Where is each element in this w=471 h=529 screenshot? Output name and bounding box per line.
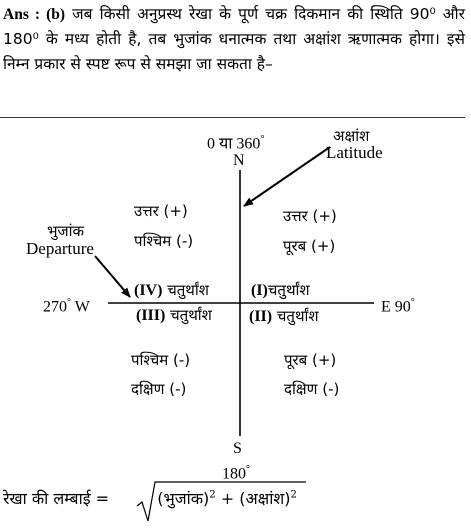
q4-label: (IV) चतुर्थांश (134, 281, 209, 299)
formula-exp-1: 2 (209, 489, 216, 501)
q2-lat-sign: दक्षिण (-) (284, 380, 340, 398)
formula-exp-2: 2 (290, 489, 297, 501)
formula-term-departure: (भुजांक) (157, 489, 210, 508)
length-formula (3, 487, 297, 509)
departure-arrow (95, 256, 130, 297)
answer-text: जब किसी अनुप्रस्थ रेखा के पूर्ण चक्र दिकमान की स्थिति 90⁰ और 180⁰ के मध्य होती है, तब भुजांक धनात्मक तथा अक्षांश ऋणात्मक होगा। इसे निम्न प्रकार से स्पष्ट रूप से समझा जा सकता है– (3, 5, 465, 73)
north-letter: N (233, 152, 245, 169)
q2-dep-sign: पूरब (+) (284, 351, 337, 369)
formula-lhs: रेखा की लम्बाई = (3, 489, 110, 508)
q3-dep-sign: पश्चिम (-) (131, 351, 191, 369)
q1-lat-sign: उत्तर (+) (283, 207, 337, 225)
latitude-arrow (244, 147, 330, 206)
south-degree-label: 180° (222, 464, 250, 483)
q1-dep-sign: पूरब (+) (283, 237, 336, 255)
north-degree-label: 0 या 360° (207, 134, 265, 153)
q4-dep-sign: पश्चिम (-) (134, 232, 194, 250)
q2-label: (II) चतुर्थांश (249, 307, 319, 325)
q3-label: (III) चतुर्थांश (136, 306, 212, 324)
south-letter: S (233, 440, 242, 457)
formula-term-latitude: (अक्षांश) (239, 489, 291, 508)
q3-lat-sign: दक्षिण (-) (131, 380, 187, 398)
latitude-english-label: Latitude (326, 143, 383, 162)
latitude-hindi-label: अक्षांश (333, 127, 370, 145)
formula-plus: + (220, 489, 235, 508)
east-label: E 90° (381, 297, 415, 316)
departure-english-label: Departure (26, 239, 94, 258)
q1-label: (I)चतुर्थांश (251, 281, 310, 299)
departure-hindi-label: भुजांक (47, 222, 85, 240)
q4-lat-sign: उत्तर (+) (134, 202, 188, 220)
answer-prefix: Ans : (b) (3, 6, 66, 23)
west-label: 270° W (43, 297, 90, 316)
